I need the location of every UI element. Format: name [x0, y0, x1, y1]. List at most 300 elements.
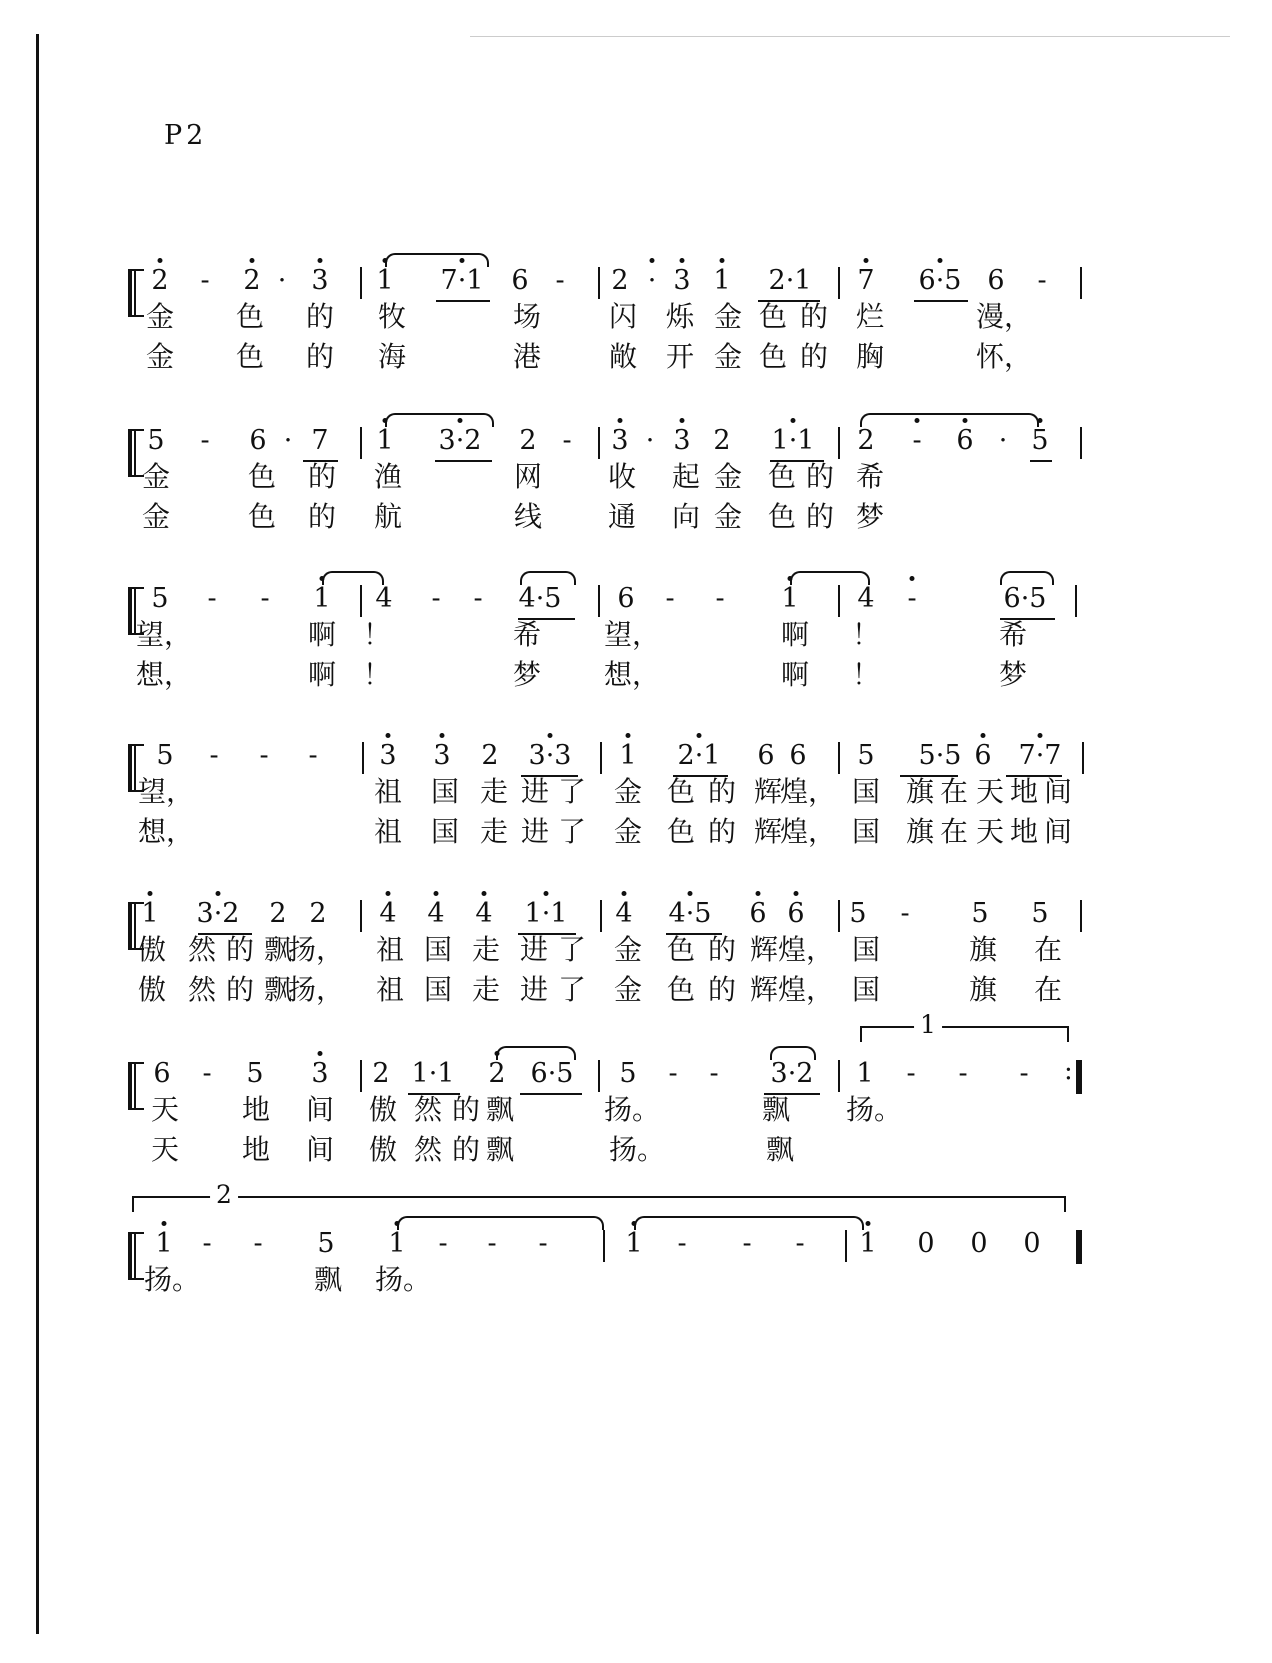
barline	[360, 1060, 362, 1092]
lyric-verse-2: 梦	[855, 500, 885, 533]
system-bracket	[128, 269, 144, 317]
barline	[598, 1060, 600, 1092]
lyric-verse-1: 金	[141, 460, 171, 493]
lyric-verse-1: ！	[851, 618, 881, 651]
slur	[860, 413, 1039, 427]
lyric-verse-2: 梦	[512, 658, 542, 691]
lyric-verse-1: 色	[767, 460, 797, 493]
lyric-verse-1: 旗	[905, 775, 935, 808]
lyric-verse-1: 扬，	[287, 933, 345, 966]
barline	[600, 900, 602, 932]
note: 3·2	[196, 898, 240, 929]
octave-dot	[622, 891, 627, 896]
note: 6	[974, 740, 992, 771]
note: 1	[781, 583, 799, 614]
lyric-verse-1: 望，	[603, 618, 661, 651]
lyric-verse-1: 国	[430, 775, 460, 808]
barline	[598, 585, 600, 617]
note: 6	[511, 265, 529, 296]
lyric-verse-2: 的	[307, 500, 337, 533]
note: 5·5	[918, 740, 962, 771]
lyric-verse-1: 的	[799, 300, 829, 333]
lyric-verse-1: 希	[998, 618, 1028, 651]
lyric-verse-2: 想，	[603, 658, 661, 691]
lyric-verse-1: 烂	[855, 300, 885, 333]
note: 2	[713, 425, 731, 456]
note: 4	[375, 583, 393, 614]
lyric-verse-1: 煌，	[779, 775, 837, 808]
note: -	[200, 425, 210, 456]
note: -	[202, 1058, 212, 1089]
note: 3	[673, 265, 691, 296]
note: -	[473, 583, 483, 614]
lyric-verse-2: 色	[767, 500, 797, 533]
note: -	[562, 425, 572, 456]
note: 1	[859, 1228, 877, 1259]
note: 1	[155, 1228, 173, 1259]
lyric-verse-1: 进	[519, 933, 549, 966]
note: 6·5	[530, 1058, 574, 1089]
lyric-verse-1: 祖	[373, 775, 403, 808]
octave-dot	[756, 891, 761, 896]
note: 1	[713, 265, 731, 296]
lyric-verse-1: 望，	[137, 775, 195, 808]
lyric-verse-2: 进	[519, 973, 549, 1006]
lyric-verse-2: 金	[141, 500, 171, 533]
lyric-verse-1: 色	[247, 460, 277, 493]
octave-dot	[158, 258, 163, 263]
note: 4·5	[668, 898, 712, 929]
note: 0	[1023, 1228, 1041, 1259]
lyric-verse-2: 色	[247, 500, 277, 533]
beam-underline	[520, 1093, 582, 1095]
note: 6	[956, 425, 974, 456]
lyric-verse-1: 起	[671, 460, 701, 493]
lyric-verse-2: 港	[512, 340, 542, 373]
note: 6	[617, 583, 635, 614]
note: 6·5	[1003, 583, 1047, 614]
note: ·	[277, 265, 287, 296]
octave-dot	[162, 1221, 167, 1226]
note: 6	[749, 898, 767, 929]
lyric-verse-1: 色	[666, 933, 696, 966]
lyric-verse-1: 在	[939, 775, 969, 808]
note: 2·1	[768, 265, 812, 296]
beam-underline	[436, 300, 490, 302]
lyric-verse-1: 傲	[368, 1093, 398, 1126]
octave-dot	[626, 733, 631, 738]
octave-dot	[386, 733, 391, 738]
lyric-verse-1: 间	[1043, 775, 1073, 808]
lyric-verse-1: 祖	[375, 933, 405, 966]
note: 4·5	[518, 583, 562, 614]
lyric-verse-1: 走	[479, 775, 509, 808]
barline	[1075, 585, 1077, 617]
lyric-verse-1: 地	[1009, 775, 1039, 808]
lyric-verse-1: 煌，	[777, 933, 835, 966]
lyric-verse-2: 旗	[905, 815, 935, 848]
lyric-verse-2: 祖	[373, 815, 403, 848]
lyric-verse-1: 金	[713, 460, 743, 493]
lyric-verse-1: 的	[451, 1093, 481, 1126]
lyric-verse-1: 希	[855, 460, 885, 493]
barline	[598, 267, 600, 299]
lyric-verse-1: 扬。	[845, 1093, 903, 1126]
lyric-verse-2: 煌，	[777, 973, 835, 1006]
lyric-verse-2: ！	[851, 658, 881, 691]
lyric-verse-2: 的	[225, 973, 255, 1006]
repeat-sign: :	[1064, 1056, 1073, 1086]
lyric-verse-2: 金	[145, 340, 175, 373]
note: -	[715, 583, 725, 614]
lyric-verse-2: 飘	[485, 1133, 515, 1166]
lyric-verse-2: 国	[430, 815, 460, 848]
note: 2	[372, 1058, 390, 1089]
lyric-verse-2: 天	[150, 1133, 180, 1166]
lyric-verse-1: 啊	[780, 618, 810, 651]
note: ·	[645, 425, 655, 456]
lyric-verse-1: 扬。	[374, 1263, 432, 1296]
octave-dot	[544, 891, 549, 896]
lyric-verse-2: 梦	[998, 658, 1028, 691]
note: -	[259, 740, 269, 771]
lyric-verse-2: 进	[520, 815, 550, 848]
barline	[1080, 900, 1082, 932]
lyric-verse-1: 了	[557, 933, 587, 966]
lyric-verse-1: 走	[471, 933, 501, 966]
lyric-verse-2: 的	[305, 340, 335, 373]
note: 4	[475, 898, 493, 929]
lyric-verse-1: 的	[225, 933, 255, 966]
lyric-verse-2: 色	[666, 815, 696, 848]
note: 1	[313, 583, 331, 614]
octave-dot	[680, 258, 685, 263]
lyric-verse-1: 旗	[968, 933, 998, 966]
note: 5	[849, 898, 867, 929]
note: 4	[857, 583, 875, 614]
note: 2	[519, 425, 537, 456]
lyric-verse-1: 辉	[753, 775, 783, 808]
lyric-verse-1: 烁	[665, 300, 695, 333]
lyric-verse-2: 地	[241, 1133, 271, 1166]
octave-dot	[1038, 733, 1043, 738]
barline	[598, 427, 600, 459]
note: 1·1	[771, 425, 815, 456]
lyric-verse-2: 航	[373, 500, 403, 533]
lyric-verse-2: 飘	[263, 973, 293, 1006]
lyric-verse-1: 牧	[377, 300, 407, 333]
volta-bracket	[132, 1196, 1066, 1212]
lyric-verse-1: 傲	[137, 933, 167, 966]
system-bracket	[128, 1232, 144, 1280]
lyric-verse-2: 走	[471, 973, 501, 1006]
slur	[520, 571, 576, 585]
octave-dot	[440, 733, 445, 738]
lyric-verse-1: 色	[235, 300, 265, 333]
octave-dot	[794, 891, 799, 896]
lyric-verse-1: 漫，	[975, 300, 1033, 333]
note: 4	[427, 898, 445, 929]
lyric-verse-2: 色	[235, 340, 265, 373]
note: -	[1019, 1058, 1029, 1089]
lyric-verse-2: 国	[851, 815, 881, 848]
barline	[600, 742, 602, 774]
lyric-verse-1: 飘	[485, 1093, 515, 1126]
octave-dot	[482, 891, 487, 896]
lyric-verse-1: 网	[513, 460, 543, 493]
lyric-verse-2: 向	[671, 500, 701, 533]
note: 6	[987, 265, 1005, 296]
lyric-verse-1: 间	[305, 1093, 335, 1126]
note: 2	[309, 898, 327, 929]
note: -	[709, 1058, 719, 1089]
lyric-verse-2: 色	[666, 973, 696, 1006]
volta-number: 1	[914, 1010, 942, 1039]
lyric-verse-1: 场	[512, 300, 542, 333]
note: 5	[619, 1058, 637, 1089]
beam-underline	[435, 460, 492, 462]
note: 1	[388, 1228, 406, 1259]
note: 7	[857, 265, 875, 296]
octave-dot	[318, 1051, 323, 1056]
lyric-verse-2: 天	[975, 815, 1005, 848]
note: 5	[156, 740, 174, 771]
note: 3	[433, 740, 451, 771]
lyric-verse-1: 地	[241, 1093, 271, 1126]
lyric-verse-2: 煌，	[779, 815, 837, 848]
lyric-verse-1: 色	[758, 300, 788, 333]
note: -	[900, 898, 910, 929]
octave-dot	[548, 733, 553, 738]
note: 2·1	[677, 740, 721, 771]
lyric-verse-2: 敞	[608, 340, 638, 373]
lyric-verse-2: 啊	[307, 658, 337, 691]
note: 5	[317, 1228, 335, 1259]
barline	[845, 1230, 847, 1262]
octave-dot	[680, 418, 685, 423]
page-number: P2	[164, 120, 208, 151]
note: 5	[151, 583, 169, 614]
note: -	[742, 1228, 752, 1259]
barline	[1082, 742, 1084, 774]
barline	[838, 267, 840, 299]
barline	[360, 585, 362, 617]
note: -	[555, 265, 565, 296]
note: 2	[269, 898, 287, 929]
lyric-verse-2: 旗	[968, 973, 998, 1006]
octave-dot	[434, 891, 439, 896]
lyric-verse-2: 想，	[135, 658, 193, 691]
note: 2	[243, 265, 261, 296]
lyric-verse-2: 的	[707, 973, 737, 1006]
note: -	[308, 740, 318, 771]
lyric-verse-1: 收	[607, 460, 637, 493]
barline	[360, 427, 362, 459]
barline	[362, 742, 364, 774]
lyric-verse-2: 扬，	[287, 973, 345, 1006]
slur	[790, 571, 870, 585]
lyric-verse-1: 天	[975, 775, 1005, 808]
note: 6	[153, 1058, 171, 1089]
lyric-verse-2: 的	[451, 1133, 481, 1166]
note: 5	[857, 740, 875, 771]
final-bar	[1076, 1230, 1082, 1264]
note: 1	[625, 1228, 643, 1259]
volta-number: 2	[210, 1180, 238, 1209]
lyric-verse-2: 啊	[780, 658, 810, 691]
left-margin-line	[36, 34, 39, 1634]
note: ·	[647, 265, 657, 296]
octave-dot	[618, 418, 623, 423]
note: 6	[757, 740, 775, 771]
note: 3·3	[528, 740, 572, 771]
lyric-verse-1: 然	[187, 933, 217, 966]
note: 3	[673, 425, 691, 456]
octave-dot	[910, 576, 915, 581]
beam-underline	[914, 300, 968, 302]
lyric-verse-2: 地	[1009, 815, 1039, 848]
lyric-verse-1: ！	[362, 618, 392, 651]
lyric-verse-2: 了	[557, 973, 587, 1006]
lyric-verse-2: 胸	[855, 340, 885, 373]
lyric-verse-1: 希	[512, 618, 542, 651]
lyric-verse-2: 在	[939, 815, 969, 848]
lyric-verse-2: 辉	[753, 815, 783, 848]
lyric-verse-1: 国	[423, 933, 453, 966]
lyric-verse-1: 金	[613, 775, 643, 808]
repeat-end-bar	[1076, 1060, 1082, 1094]
octave-dot	[791, 418, 796, 423]
beam-underline	[1030, 460, 1052, 462]
lyric-verse-2: 线	[513, 500, 543, 533]
note: -	[438, 1228, 448, 1259]
note: -	[795, 1228, 805, 1259]
barline	[360, 900, 362, 932]
lyric-verse-2: 在	[1033, 973, 1063, 1006]
octave-dot	[720, 258, 725, 263]
lyric-verse-1: 扬。	[603, 1093, 661, 1126]
lyric-verse-1: 国	[851, 775, 881, 808]
note: -	[487, 1228, 497, 1259]
lyric-verse-2: 的	[799, 340, 829, 373]
lyric-verse-2: 想，	[137, 815, 195, 848]
octave-dot	[318, 258, 323, 263]
note: -	[958, 1058, 968, 1089]
note: -	[912, 425, 922, 456]
note: -	[906, 1058, 916, 1089]
note: -	[1037, 265, 1047, 296]
barline	[838, 427, 840, 459]
octave-dot	[697, 733, 702, 738]
note: 1	[619, 740, 637, 771]
lyric-verse-2: 走	[479, 815, 509, 848]
note: 5	[147, 425, 165, 456]
slur	[322, 571, 384, 585]
note: -	[200, 265, 210, 296]
slur	[397, 1216, 604, 1230]
note: 7·7	[1018, 740, 1062, 771]
lyric-verse-2: 国	[851, 973, 881, 1006]
lyric-verse-2: ！	[362, 658, 392, 691]
note: 3	[379, 740, 397, 771]
note: 2	[857, 425, 875, 456]
system-bracket	[128, 1062, 144, 1110]
slur	[385, 253, 489, 267]
barline	[1080, 427, 1082, 459]
note: 3	[611, 425, 629, 456]
octave-dot	[216, 891, 221, 896]
note: 6	[789, 740, 807, 771]
note: 6	[787, 898, 805, 929]
lyric-verse-1: 的	[707, 933, 737, 966]
top-scan-line	[470, 36, 1230, 37]
lyric-verse-2: 金	[613, 815, 643, 848]
lyric-verse-1: 飘	[313, 1263, 343, 1296]
note: 6	[249, 425, 267, 456]
lyric-verse-2: 通	[607, 500, 637, 533]
slur	[770, 1046, 816, 1060]
lyric-verse-1: 国	[851, 933, 881, 966]
lyric-verse-1: 的	[307, 460, 337, 493]
note: 2	[151, 265, 169, 296]
lyric-verse-2: 然	[413, 1133, 443, 1166]
slur	[496, 1046, 576, 1060]
lyric-verse-2: 间	[305, 1133, 335, 1166]
note: 5	[1031, 425, 1049, 456]
note: -	[260, 583, 270, 614]
note: 1·1	[524, 898, 568, 929]
lyric-verse-1: 然	[413, 1093, 443, 1126]
slur	[385, 413, 494, 427]
note: -	[207, 583, 217, 614]
note: 3	[311, 265, 329, 296]
lyric-verse-2: 开	[665, 340, 695, 373]
slur	[634, 1216, 864, 1230]
volta-bracket	[860, 1026, 1069, 1042]
lyric-verse-2: 飘	[765, 1133, 795, 1166]
barline	[838, 1060, 840, 1092]
lyric-verse-1: 的	[707, 775, 737, 808]
lyric-verse-1: 金	[145, 300, 175, 333]
lyric-verse-2: 了	[557, 815, 587, 848]
note: 4	[379, 898, 397, 929]
lyric-verse-2: 国	[423, 973, 453, 1006]
lyric-verse-2: 金	[713, 340, 743, 373]
lyric-verse-2: 的	[805, 500, 835, 533]
octave-dot	[688, 891, 693, 896]
octave-dot	[148, 891, 153, 896]
note: -	[209, 740, 219, 771]
barline	[838, 900, 840, 932]
note: -	[202, 1228, 212, 1259]
note: 7	[311, 425, 329, 456]
lyric-verse-2: 间	[1043, 815, 1073, 848]
note: 6·5	[918, 265, 962, 296]
note: -	[431, 583, 441, 614]
note: ·	[998, 425, 1008, 456]
note: -	[677, 1228, 687, 1259]
barline	[838, 742, 840, 774]
lyric-verse-2: 金	[713, 500, 743, 533]
lyric-verse-1: 飘	[263, 933, 293, 966]
note: 3·2	[438, 425, 482, 456]
note: 0	[917, 1228, 935, 1259]
note: 1	[856, 1058, 874, 1089]
lyric-verse-1: 色	[666, 775, 696, 808]
lyric-verse-2: 的	[707, 815, 737, 848]
lyric-verse-1: 天	[150, 1093, 180, 1126]
lyric-verse-1: 金	[713, 300, 743, 333]
